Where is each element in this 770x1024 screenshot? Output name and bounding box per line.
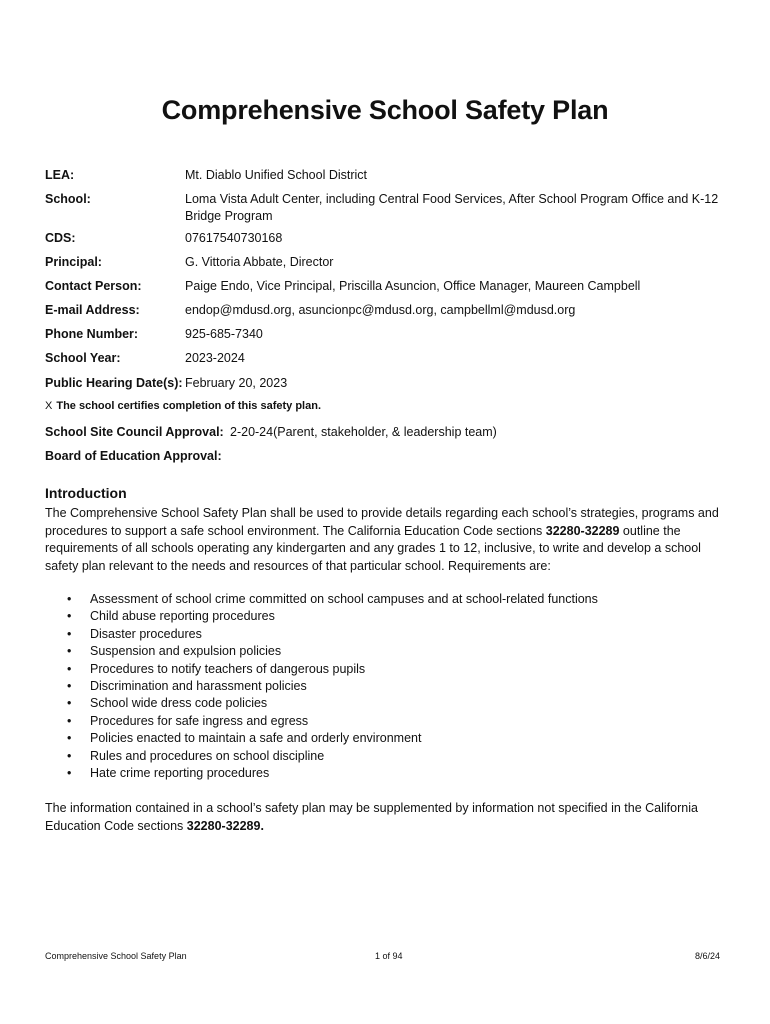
council-approval-label: School Site Council Approval:	[45, 425, 224, 439]
list-item-text: School wide dress code policies	[90, 696, 268, 711]
closing-paragraph	[45, 800, 730, 835]
list-item-text: Disaster procedures	[90, 626, 202, 641]
list-item-text: Hate crime reporting procedures	[90, 766, 270, 781]
info-label: Public Hearing Date(s):	[45, 376, 183, 390]
council-approval-row	[45, 424, 497, 441]
bullet-icon: •	[67, 696, 72, 711]
certification-mark: X	[45, 400, 53, 412]
list-item	[45, 643, 725, 660]
info-value: February 20, 2023	[185, 376, 288, 390]
bullet-icon: •	[67, 609, 72, 624]
intro-heading: Introduction	[45, 485, 127, 501]
bullet-icon: •	[67, 731, 72, 746]
closing-text: The information contained in a school’s safety plan may be supplemented by information not specified in the California Education Code sections	[45, 801, 698, 833]
info-value: Loma Vista Adult Center, including Central Food Services, After School Program Office and K-12 Bridge Program	[185, 192, 719, 223]
footer-document-title: Comprehensive School Safety Plan	[45, 951, 187, 961]
bullet-icon: •	[67, 748, 72, 763]
list-item	[45, 678, 725, 695]
info-label: Contact Person:	[45, 279, 142, 293]
bullet-icon: •	[67, 661, 72, 676]
info-label: Principal:	[45, 255, 102, 269]
list-item-text: Procedures to notify teachers of dangerous pupils	[90, 661, 366, 676]
list-item-text: Rules and procedures on school discipline	[90, 748, 325, 763]
list-item-text: Child abuse reporting procedures	[90, 609, 275, 624]
list-item-text: Assessment of school crime committed on school campuses and at school-related functions	[90, 592, 598, 606]
council-approval-value: 2-20-24(Parent, stakeholder, & leadership team)	[230, 425, 497, 439]
list-item-text: Policies enacted to maintain a safe and orderly environment	[90, 731, 422, 746]
bullet-icon: •	[67, 766, 72, 781]
info-value: 925-685-7340	[185, 327, 263, 341]
board-approval-label: Board of Education Approval:	[45, 449, 222, 463]
intro-text-part1: The Comprehensive School Safety Plan shall be used to provide details regarding each school’s strategies, programs and procedures to support a safe school environment. The California Education Code sections	[45, 506, 719, 538]
info-value: Mt. Diablo Unified School District	[185, 168, 368, 182]
intro-paragraph	[45, 505, 730, 575]
info-label: E-mail Address:	[45, 303, 140, 317]
intro-text-part2: outline the requirements of all schools operating any kindergarten and any grades 1 to 12, inclusive, to write and develop a school safety plan relevant to the needs and resources of that particular school. Requirements are:	[45, 523, 701, 573]
list-item-text: Discrimination and harassment policies	[90, 679, 307, 694]
list-item	[45, 695, 725, 712]
list-item	[45, 661, 725, 678]
list-item	[45, 730, 725, 747]
requirements-list	[45, 591, 725, 782]
info-value: endop@mdusd.org, asuncionpc@mdusd.org, campbellml@mdusd.org	[185, 303, 576, 317]
list-item	[45, 626, 725, 643]
info-value: Paige Endo, Vice Principal, Priscilla Asuncion, Office Manager, Maureen Campbell	[185, 279, 641, 293]
info-value: 2023-2024	[185, 351, 245, 365]
closing-code-sections: 32280-32289.	[186, 818, 264, 833]
info-value: G. Vittoria Abbate, Director	[185, 255, 334, 269]
list-item-text: Procedures for safe ingress and egress	[90, 713, 309, 728]
page-title: Comprehensive School Safety Plan	[161, 95, 609, 125]
info-label: CDS:	[45, 231, 76, 245]
list-item-text: Suspension and expulsion policies	[90, 644, 282, 659]
bullet-icon: •	[67, 713, 72, 728]
certification-statement	[45, 399, 321, 414]
list-item	[45, 765, 725, 782]
certification-text: The school certifies completion of this safety plan.	[56, 400, 322, 412]
bullet-icon: •	[67, 679, 72, 694]
info-label: School:	[45, 192, 91, 206]
info-label: School Year:	[45, 351, 121, 365]
intro-code-sections: 32280-32289	[545, 523, 620, 538]
bullet-icon: •	[67, 592, 72, 606]
list-item	[45, 591, 725, 608]
bullet-icon: •	[67, 644, 72, 659]
list-item	[45, 713, 725, 730]
info-label: Phone Number:	[45, 327, 139, 341]
bullet-icon: •	[67, 626, 72, 641]
info-value: 07617540730168	[185, 231, 283, 245]
list-item	[45, 608, 725, 625]
footer-page-number: 1 of 94	[375, 951, 403, 961]
list-item	[45, 748, 725, 765]
footer-date: 8/6/24	[694, 951, 720, 961]
info-label: LEA:	[45, 168, 75, 182]
